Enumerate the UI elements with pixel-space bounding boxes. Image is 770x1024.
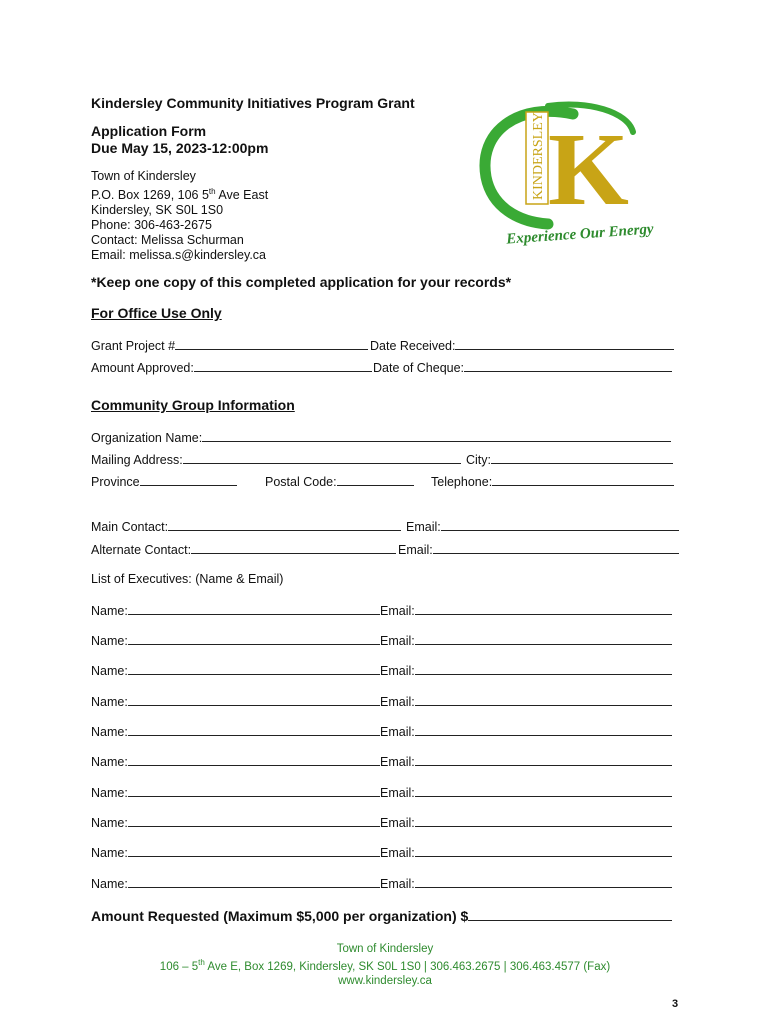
executive-name-field[interactable]: Name: bbox=[91, 663, 380, 678]
province-field[interactable]: Province bbox=[91, 474, 237, 489]
mailing-address-field[interactable]: Mailing Address: bbox=[91, 452, 461, 467]
email: Email: melissa.s@kindersley.ca bbox=[91, 248, 267, 263]
executive-name-field[interactable]: Name: bbox=[91, 815, 380, 830]
amount-requested-field[interactable]: Amount Requested (Maximum $5,000 per organization) $ bbox=[91, 907, 672, 924]
form-title: Application Form bbox=[91, 123, 207, 139]
executive-name-field[interactable]: Name: bbox=[91, 845, 380, 860]
date-cheque-field[interactable]: Date of Cheque: bbox=[373, 360, 672, 375]
footer-town: Town of Kindersley bbox=[336, 943, 434, 955]
executive-email-field[interactable]: Email: bbox=[380, 663, 672, 678]
logo-letter: K bbox=[548, 112, 629, 227]
executive-name-field[interactable]: Name: bbox=[91, 876, 380, 891]
grant-project-field[interactable]: Grant Project # bbox=[91, 338, 368, 353]
page-number: 3 bbox=[672, 998, 679, 1010]
alternate-contact-field[interactable]: Alternate Contact: bbox=[91, 542, 396, 557]
telephone-field[interactable]: Telephone: bbox=[431, 474, 674, 489]
keep-copy-notice: *Keep one copy of this completed application for your records* bbox=[91, 274, 512, 290]
executive-email-field[interactable]: Email: bbox=[380, 603, 672, 618]
kindersley-logo bbox=[478, 92, 655, 248]
address-block bbox=[91, 169, 268, 263]
footer-website[interactable]: www.kindersley.ca bbox=[338, 974, 432, 987]
executive-name-field[interactable]: Name: bbox=[91, 724, 380, 739]
executive-email-field[interactable]: Email: bbox=[380, 754, 672, 769]
logo-vertical-text: KINDERSLEY bbox=[531, 112, 546, 200]
executives-heading: List of Executives: (Name & Email) bbox=[91, 572, 284, 586]
executive-name-field[interactable]: Name: bbox=[91, 754, 380, 769]
amount-approved-field[interactable]: Amount Approved: bbox=[91, 360, 372, 375]
main-contact-field[interactable]: Main Contact: bbox=[91, 519, 401, 534]
executive-email-field[interactable]: Email: bbox=[380, 694, 672, 709]
date-received-field[interactable]: Date Received: bbox=[370, 338, 674, 353]
executive-email-field[interactable]: Email: bbox=[380, 876, 672, 891]
executive-email-field[interactable]: Email: bbox=[380, 785, 672, 800]
executive-name-field[interactable]: Name: bbox=[91, 694, 380, 709]
footer bbox=[0, 942, 770, 988]
executive-email-field[interactable]: Email: bbox=[380, 815, 672, 830]
city-field[interactable]: City: bbox=[466, 452, 673, 467]
executive-email-field[interactable]: Email: bbox=[380, 845, 672, 860]
program-title: Kindersley Community Initiatives Program Grant bbox=[91, 95, 415, 111]
contact: Contact: Melissa Schurman bbox=[91, 233, 244, 248]
executive-name-field[interactable]: Name: bbox=[91, 633, 380, 648]
organization-name-field[interactable]: Organization Name: bbox=[91, 430, 671, 445]
due-date: Due May 15, 2023-12:00pm bbox=[91, 140, 269, 156]
main-contact-email-field[interactable]: Email: bbox=[406, 519, 679, 534]
community-group-heading: Community Group Information bbox=[91, 397, 295, 413]
executive-name-field[interactable]: Name: bbox=[91, 603, 380, 618]
postal-code-field[interactable]: Postal Code: bbox=[265, 474, 414, 489]
office-use-heading: For Office Use Only bbox=[91, 305, 222, 321]
logo-tagline: Experience Our Energy bbox=[505, 221, 655, 248]
address-line: P.O. Box 1269, 106 5th Ave East bbox=[91, 187, 269, 203]
alternate-contact-email-field[interactable]: Email: bbox=[398, 542, 679, 557]
executive-email-field[interactable]: Email: bbox=[380, 633, 672, 648]
footer-address: 106 – 5th Ave E, Box 1269, Kindersley, SK S0L 1S0 | 306.463.2675 | 306.463.4577 (Fax) bbox=[159, 958, 611, 973]
executive-email-field[interactable]: Email: bbox=[380, 724, 672, 739]
address-line: Kindersley, SK S0L 1S0 bbox=[91, 203, 224, 218]
executive-name-field[interactable]: Name: bbox=[91, 785, 380, 800]
address-line: Town of Kindersley bbox=[91, 169, 196, 183]
phone: Phone: 306-463-2675 bbox=[91, 218, 212, 233]
